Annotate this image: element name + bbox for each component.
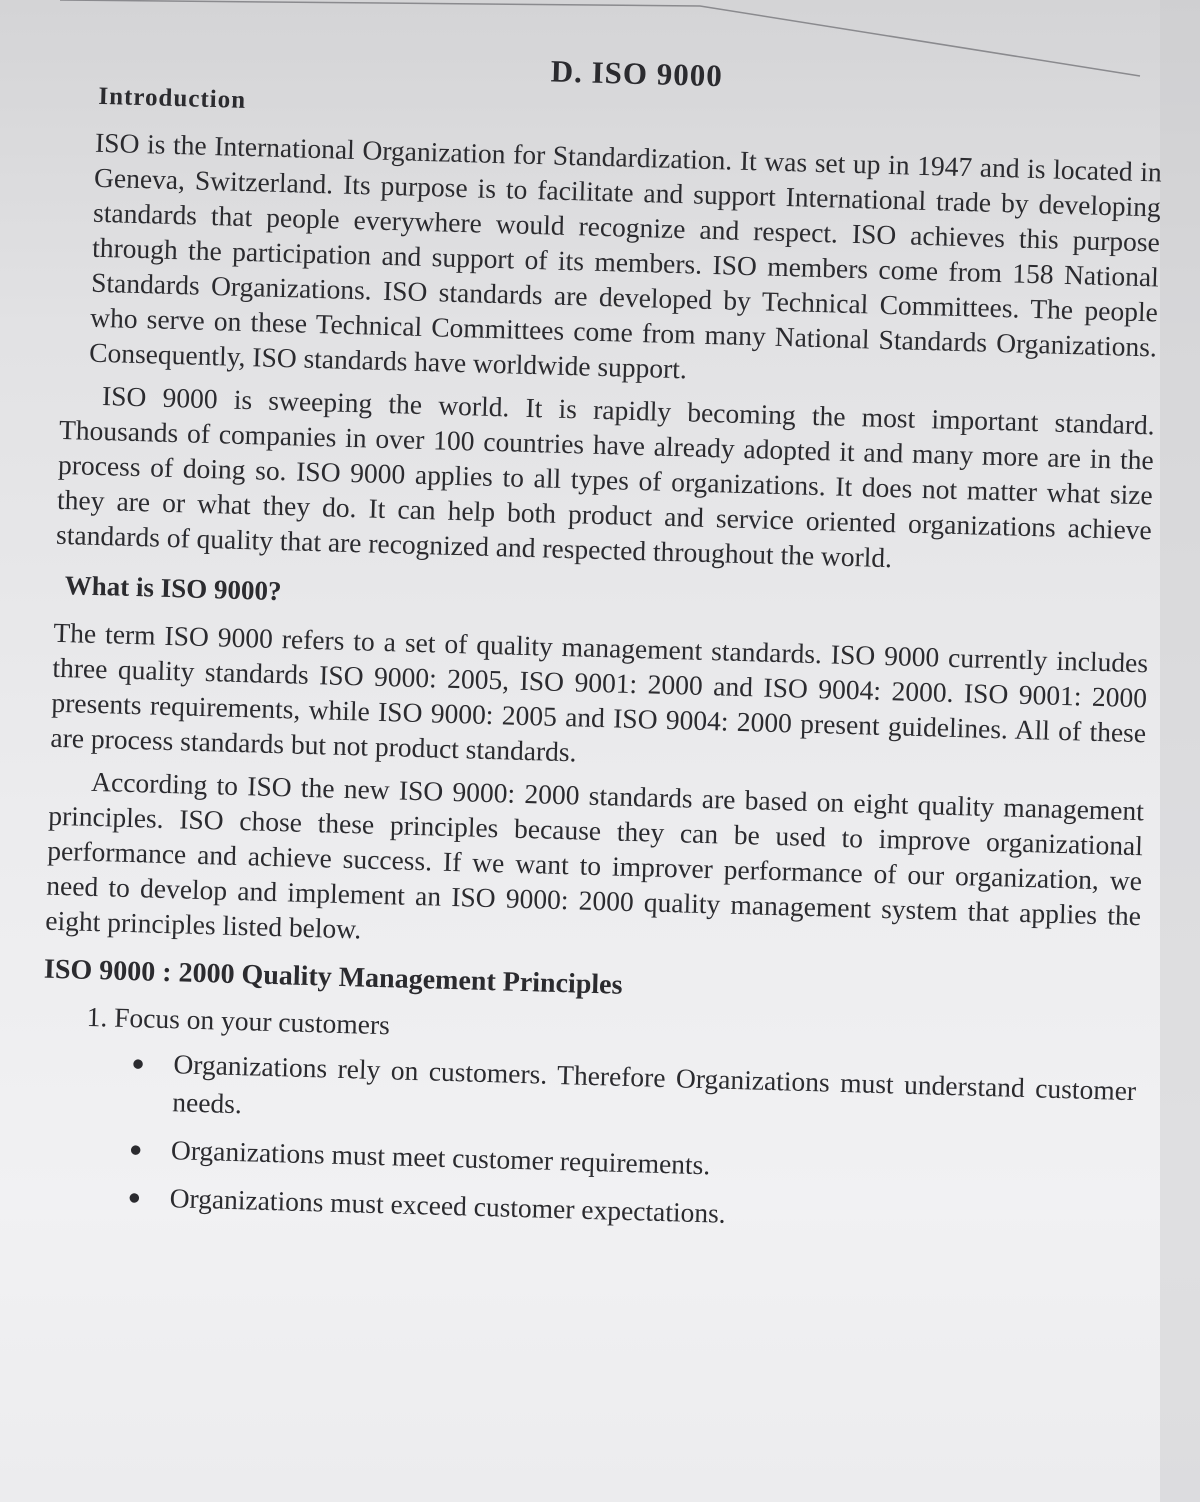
bullet-icon: ●: [128, 1136, 143, 1162]
principle-item: 1. Focus on your customers: [86, 1000, 391, 1041]
principle-bullet-list: [37, 1042, 1136, 1245]
bullet-icon: ●: [127, 1184, 142, 1210]
document-title: D. ISO 9000: [550, 53, 724, 94]
bullet-text: Organizations must meet customer requirements.: [170, 1134, 711, 1181]
bullet-item: [130, 1044, 1137, 1148]
intro-paragraph: ISO is the International Organization for Standardization. It was set up in 1947 and is located in Geneva, Switzerland. Its purpose is to facilitate and support International trade by developing standards that people everywhere would recognize and respect. ISO achieves this purpose through the participation and support of its members. ISO members come from 158 National Standards Organizations. ISO standards are developed by Technical Committees. The people who serve on these Technical Committees come from many National Standards Organizations. Consequently, ISO standards have worldwide support.: [88, 126, 1163, 385]
bullet-icon: ●: [131, 1050, 146, 1076]
what-paragraph: The term ISO 9000 refers to a set of quality management standards. ISO 9000 currently includes three quality standards ISO 9000: 2005, ISO 9001: 2000 and ISO 9004: 2000. ISO 9001: 2000 presents requirements, while ISO 9000: 2005 and ISO 9004: 2000 present guidelines. All of these are process standards but not product standards.: [50, 616, 1149, 768]
intro-paragraph: ISO 9000 is sweeping the world. It is rapidly becoming the most important standard. Thousands of companies in over 100 countries have already adopted it and many more are in the process of doing so. ISO 9000 applies to all types of organizations. It does not matter what size they are or what they do. It can help both product and service oriented organizations achieve standards of quality that are recognized and respected throughout the world.: [55, 380, 1156, 574]
principles-heading: ISO 9000 : 2000 Quality Management Principles: [43, 953, 623, 1001]
what-is-iso-heading: What is ISO 9000?: [64, 570, 282, 607]
bullet-text: Organizations must exceed customer expectations.: [169, 1182, 727, 1229]
what-paragraph: According to ISO the new ISO 9000: 2000 standards are based on eight quality management principles. ISO chose these principles because they can be used to improve organizational performance and achieve success. If we want to improver performance of our organization, we need to develop and implement an ISO 9000: 2000 quality management system that applies the eight principles listed below.: [44, 765, 1145, 945]
document-page: [37, 40, 1165, 1254]
introduction-heading: Introduction: [98, 82, 247, 114]
bullet-text: Organizations rely on customers. Therefore Organizations must understand customer needs.: [171, 1048, 1137, 1120]
